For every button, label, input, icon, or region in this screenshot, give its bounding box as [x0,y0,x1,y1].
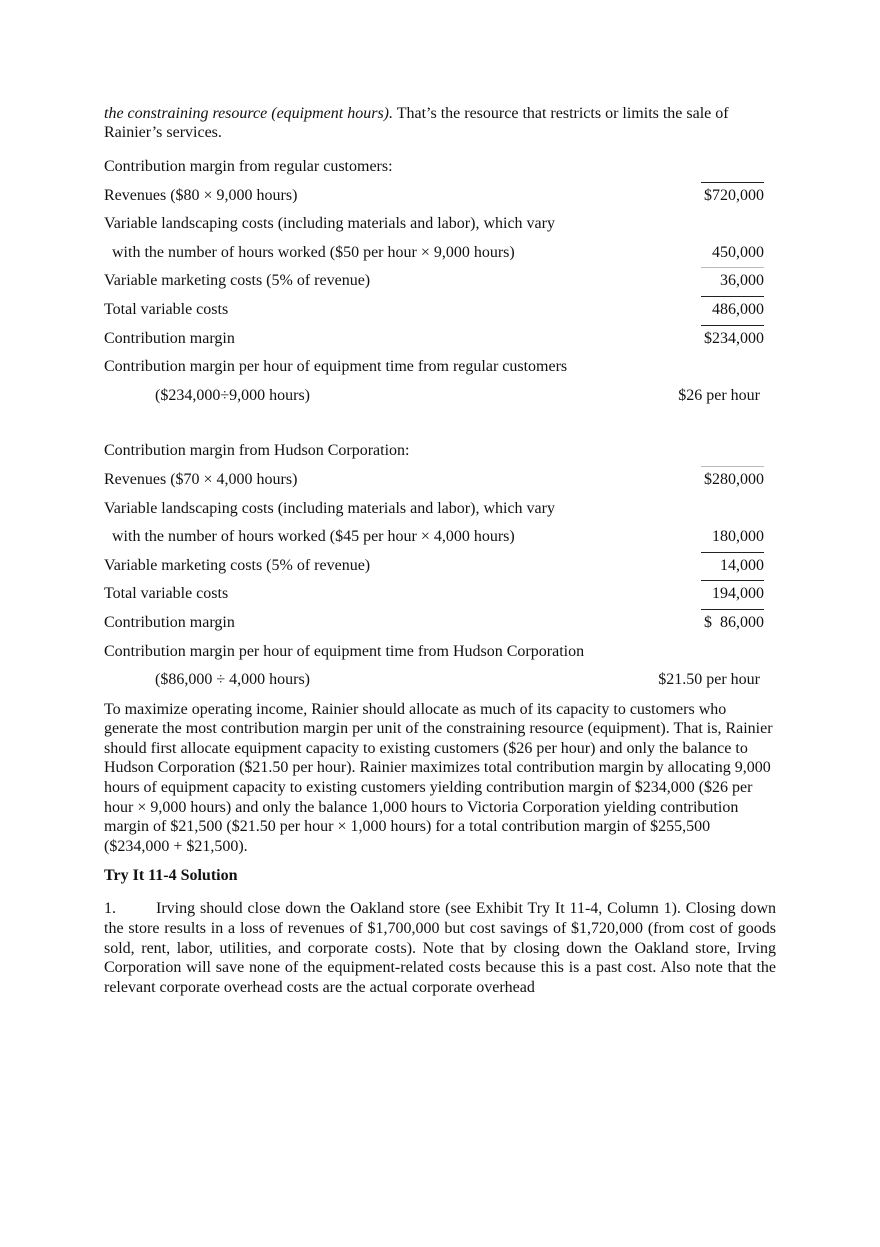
cm-per-hour-calc: ($86,000 ÷ 4,000 hours) [155,671,310,689]
total-variable-value: 194,000 [712,585,764,603]
variable-landscaping-value: 450,000 [712,243,764,261]
revenue-value: $720,000 [704,186,764,204]
revenue-row [104,182,776,211]
revenue-label: Revenues ($70 × 4,000 hours) [104,470,298,488]
variable-landscaping-row-2 [104,239,776,268]
cm-per-hour-label: Contribution margin per hour of equipment time from regular customers [104,358,568,376]
intro-paragraph [104,104,776,142]
total-variable-row [104,580,776,609]
contribution-margin-label: Contribution margin [104,613,235,631]
hudson-schedule [104,437,776,694]
contribution-margin-row [104,609,776,638]
solution-item [104,899,776,997]
variable-landscaping-label-cont: with the number of hours worked ($45 per hour × 4,000 hours) [112,528,515,546]
regular-customers-schedule [104,153,776,410]
variable-landscaping-row-1 [104,210,776,239]
schedule-heading-row [104,153,776,182]
cm-per-hour-value: $21.50 per hour [658,671,760,689]
variable-marketing-value: 36,000 [720,272,764,290]
cm-per-hour-row-2 [104,666,776,695]
cm-per-hour-label: Contribution margin per hour of equipment time from Hudson Corporation [104,642,585,660]
cm-per-hour-row-1 [104,638,776,667]
cm-per-hour-value: $26 per hour [678,386,760,404]
page-content [104,104,776,997]
variable-marketing-value: 14,000 [720,556,764,574]
revenue-label: Revenues ($80 × 9,000 hours) [104,186,298,204]
contribution-margin-label: Contribution margin [104,329,235,347]
schedule-heading: Contribution margin from regular customers: [104,158,393,175]
contribution-margin-value: $234,000 [704,329,764,347]
variable-landscaping-label: Variable landscaping costs (including materials and labor), which vary [104,499,555,517]
variable-landscaping-label: Variable landscaping costs (including materials and labor), which vary [104,215,555,233]
variable-landscaping-label-cont: with the number of hours worked ($50 per hour × 9,000 hours) [112,243,515,261]
cm-per-hour-row-2 [104,382,776,411]
total-variable-label: Total variable costs [104,300,229,318]
variable-landscaping-row-1 [104,495,776,524]
item-number: 1. [104,900,116,918]
total-variable-value: 486,000 [712,300,764,318]
variable-marketing-row [104,552,776,581]
section-gap [104,410,776,437]
total-variable-label: Total variable costs [104,585,229,603]
intro-text: That’s the resource that restricts or limits the sale of Rainier’s services. [104,105,729,141]
revenue-row [104,466,776,495]
variable-landscaping-value: 180,000 [712,528,764,546]
solution-heading: Try It 11-4 Solution [104,867,238,885]
intro-italic-text: the constraining resource (equipment hours). [104,105,393,122]
contribution-margin-value: $ 86,000 [704,613,764,631]
contribution-margin-row [104,325,776,354]
variable-marketing-row [104,267,776,296]
total-variable-row [104,296,776,325]
cm-per-hour-calc: ($234,000÷9,000 hours) [155,386,310,404]
schedule-heading-row [104,437,776,466]
cm-per-hour-row-1 [104,353,776,382]
schedule-heading: Contribution margin from Hudson Corporation: [104,442,410,460]
revenue-value: $280,000 [704,470,764,488]
variable-marketing-label: Variable marketing costs (5% of revenue) [104,272,371,290]
conclusion-paragraph: To maximize operating income, Rainier should allocate as much of its capacity to customers who generate the most contribution margin per unit of the constraining resource (equipment). That is, Rainier should first allocate equipment capacity to existing customers ($26 per hour) and only the balance to Hudson Corporation ($21.50 per hour). Rainier maximizes total contribution margin by allocating 9,000 hours of equipment capacity to existing customers yielding contribution margin of $234,000 ($26 per hour × 9,000 hours) and only the balance 1,000 hours to Victoria Corporation yielding contribution margin of $21,500 ($21.50 per hour × 1,000 hours) for a total contribution margin of $255,500 ($234,000 + $21,500). [104,700,773,855]
variable-marketing-label: Variable marketing costs (5% of revenue) [104,556,371,574]
item-text: Irving should close down the Oakland store (see Exhibit Try It 11-4, Column 1). Closing down the store results in a loss of revenues of $1,700,000 but cost savings of $1,720,000 (from cost of goods sold, rent, labor, utilities, and corporate costs). Note that by closing down the Oakland store, Irving Corporation will save none of the equipment-related costs because this is a past cost. Also note that the relevant corporate overhead costs are the actual corporate overhead [104,900,776,996]
variable-landscaping-row-2 [104,523,776,552]
